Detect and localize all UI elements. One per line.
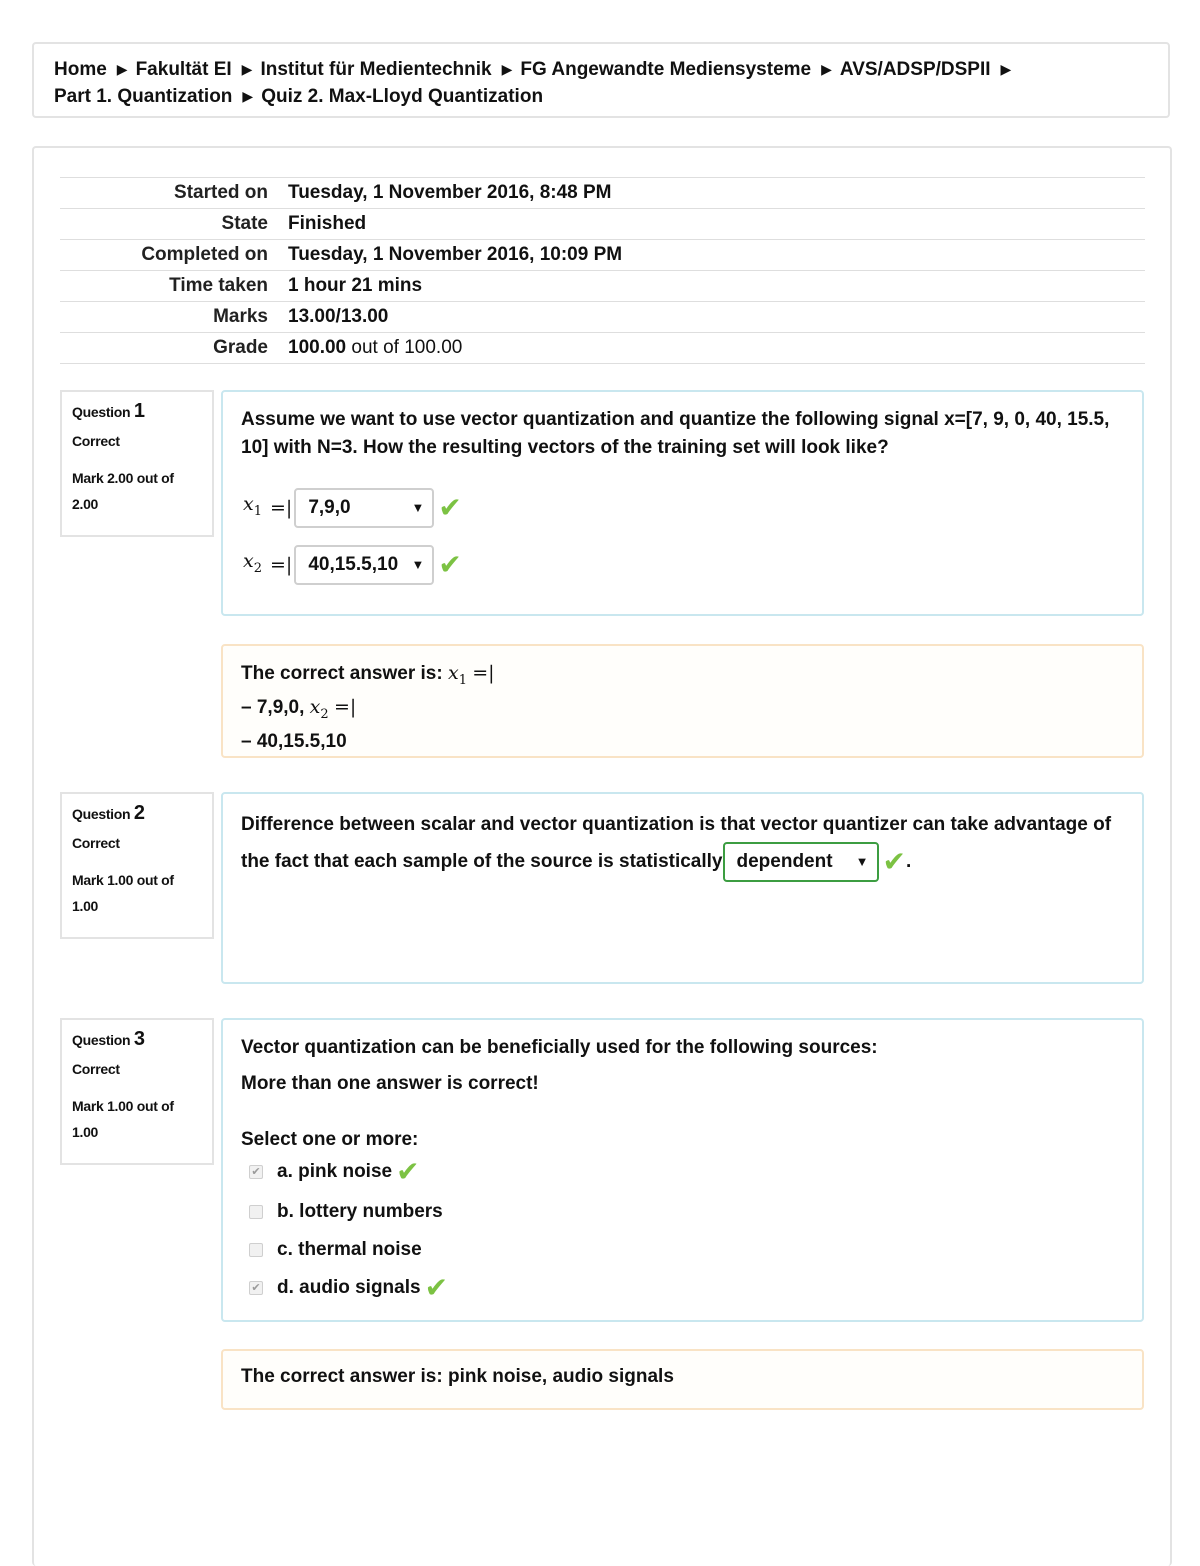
question-text: Vector quantization can be beneficially used for the following sources: bbox=[241, 1037, 878, 1058]
question-3-feedback bbox=[221, 1349, 1144, 1410]
math-variable: $x_2$ bbox=[243, 550, 262, 576]
sentence-period: . bbox=[905, 851, 912, 872]
select-value: 7,9,0 bbox=[308, 497, 351, 518]
summary-row-state bbox=[60, 209, 1145, 240]
math-variable: $x_1$ bbox=[447, 662, 467, 688]
breadcrumb-section[interactable]: Part 1. Quantization bbox=[54, 86, 233, 107]
breadcrumb-separator-icon: ▶ bbox=[116, 61, 128, 77]
option-d[interactable] bbox=[249, 1274, 448, 1302]
option-label: c. thermal noise bbox=[277, 1239, 422, 1260]
breadcrumb-faculty[interactable]: Fakultät EI bbox=[135, 59, 232, 80]
summary-label: Completed on bbox=[60, 240, 288, 271]
summary-value: 13.00/13.00 bbox=[288, 302, 1145, 333]
question-2-content bbox=[221, 792, 1144, 984]
feedback-prefix: The correct answer is: bbox=[241, 663, 443, 684]
math-operator: =| bbox=[270, 554, 293, 576]
option-b[interactable] bbox=[249, 1198, 443, 1226]
dropdown-caret-icon: ▼ bbox=[855, 854, 869, 869]
summary-row-grade bbox=[60, 333, 1145, 364]
question-mark: Mark 1.00 out of 1.00 bbox=[72, 872, 174, 914]
grade-value: 100.00 bbox=[288, 337, 347, 358]
summary-label: Started on bbox=[60, 178, 288, 209]
summary-label: Grade bbox=[60, 333, 288, 364]
attempt-summary-table bbox=[60, 177, 1145, 364]
question-mark: Mark 1.00 out of 1.00 bbox=[72, 1098, 174, 1140]
option-label: d. audio signals bbox=[277, 1277, 421, 1298]
question-text-line-2 bbox=[241, 842, 1124, 882]
question-number: 2 bbox=[133, 802, 145, 824]
answer-select-2[interactable] bbox=[294, 545, 434, 585]
breadcrumb-separator-icon: ▶ bbox=[501, 61, 513, 77]
checkbox-checked[interactable]: ✔ bbox=[249, 1165, 263, 1179]
question-1-content bbox=[221, 390, 1144, 616]
question-state: Correct bbox=[72, 433, 120, 449]
select-value: dependent bbox=[736, 851, 833, 872]
math-operator: =| bbox=[333, 695, 357, 718]
breadcrumb-institute[interactable]: Institut für Medientechnik bbox=[260, 59, 492, 80]
checkmark-icon: ✔ bbox=[424, 1272, 449, 1303]
breadcrumb-home[interactable]: Home bbox=[54, 59, 107, 80]
question-3-info bbox=[60, 1018, 214, 1165]
question-1-info bbox=[60, 390, 214, 537]
question-label: Question bbox=[72, 404, 131, 420]
question-3-content bbox=[221, 1018, 1144, 1322]
answer-row-1 bbox=[243, 488, 462, 528]
checkbox-checked[interactable]: ✔ bbox=[249, 1281, 263, 1295]
grade-suffix: out of 100.00 bbox=[351, 337, 463, 358]
answer-select-1[interactable] bbox=[294, 488, 434, 528]
breadcrumb-separator-icon: ▶ bbox=[1000, 61, 1012, 77]
summary-label: Time taken bbox=[60, 271, 288, 302]
question-state: Correct bbox=[72, 1061, 120, 1077]
summary-value bbox=[288, 333, 1145, 364]
feedback-text: The correct answer is: pink noise, audio signals bbox=[241, 1366, 674, 1387]
breadcrumb-separator-icon: ▶ bbox=[241, 61, 253, 77]
checkmark-icon: ✔ bbox=[438, 549, 462, 580]
summary-row-completed bbox=[60, 240, 1145, 271]
summary-value: 1 hour 21 mins bbox=[288, 271, 1145, 302]
math-operator: =| bbox=[270, 497, 293, 519]
answer-select-dependent[interactable] bbox=[723, 842, 879, 882]
summary-value: Tuesday, 1 November 2016, 10:09 PM bbox=[288, 240, 1145, 271]
select-value: 40,15.5,10 bbox=[308, 554, 399, 575]
summary-row-marks bbox=[60, 302, 1145, 333]
question-number: 3 bbox=[133, 1028, 145, 1050]
math-variable: $x_1$ bbox=[243, 493, 262, 519]
summary-label: State bbox=[60, 209, 288, 240]
question-mark: Mark 2.00 out of 2.00 bbox=[72, 470, 174, 512]
select-prompt: Select one or more: bbox=[241, 1129, 419, 1150]
breadcrumb-quiz[interactable]: Quiz 2. Max-Lloyd Quantization bbox=[261, 86, 544, 107]
question-text-line-1: Difference between scalar and vector quantization is that vector quantizer can take advantage of bbox=[241, 814, 1112, 835]
question-number: 1 bbox=[133, 400, 145, 422]
dropdown-caret-icon: ▼ bbox=[411, 557, 425, 572]
checkmark-icon: ✔ bbox=[396, 1156, 420, 1187]
question-emphasis: More than one answer is correct! bbox=[241, 1073, 539, 1094]
question-label: Question bbox=[72, 1032, 131, 1048]
option-label: a. pink noise bbox=[277, 1161, 393, 1182]
question-state: Correct bbox=[72, 835, 120, 851]
feedback-answer-2: – 40,15.5,10 bbox=[241, 730, 347, 752]
math-operator: =| bbox=[472, 662, 495, 684]
summary-value: Tuesday, 1 November 2016, 8:48 PM bbox=[288, 178, 1145, 209]
checkbox-unchecked[interactable] bbox=[249, 1243, 263, 1257]
summary-value: Finished bbox=[288, 209, 1145, 240]
breadcrumb-separator-icon: ▶ bbox=[821, 61, 832, 77]
question-1-feedback bbox=[221, 644, 1144, 758]
question-label: Question bbox=[72, 806, 131, 822]
summary-row-time bbox=[60, 271, 1145, 302]
checkbox-unchecked[interactable] bbox=[249, 1205, 263, 1219]
option-a[interactable] bbox=[249, 1158, 420, 1186]
breadcrumb-course[interactable]: AVS/ADSP/DSPII bbox=[839, 59, 991, 80]
dropdown-caret-icon: ▼ bbox=[411, 500, 425, 515]
checkmark-icon: ✔ bbox=[882, 846, 906, 877]
option-c[interactable] bbox=[249, 1236, 422, 1264]
summary-row-started bbox=[60, 178, 1145, 209]
summary-label: Marks bbox=[60, 302, 288, 333]
feedback-answer-1: – 7,9,0, bbox=[241, 696, 305, 718]
question-text: Assume we want to use vector quantization and quantize the following signal x=[7, 9, 0, 40, 15.5, 10] with N=3. How the resulting vectors of the training set will look like? bbox=[241, 409, 1110, 458]
answer-row-2 bbox=[243, 545, 462, 585]
math-variable: $x_2$ bbox=[309, 695, 329, 722]
breadcrumb bbox=[32, 42, 1170, 118]
question-2-info bbox=[60, 792, 214, 939]
checkmark-icon: ✔ bbox=[438, 492, 462, 523]
breadcrumb-separator-icon: ▶ bbox=[242, 88, 254, 104]
question-text-inline: the fact that each sample of the source is statistically bbox=[241, 851, 723, 872]
breadcrumb-group[interactable]: FG Angewandte Mediensysteme bbox=[520, 59, 812, 80]
option-label: b. lottery numbers bbox=[277, 1201, 443, 1222]
